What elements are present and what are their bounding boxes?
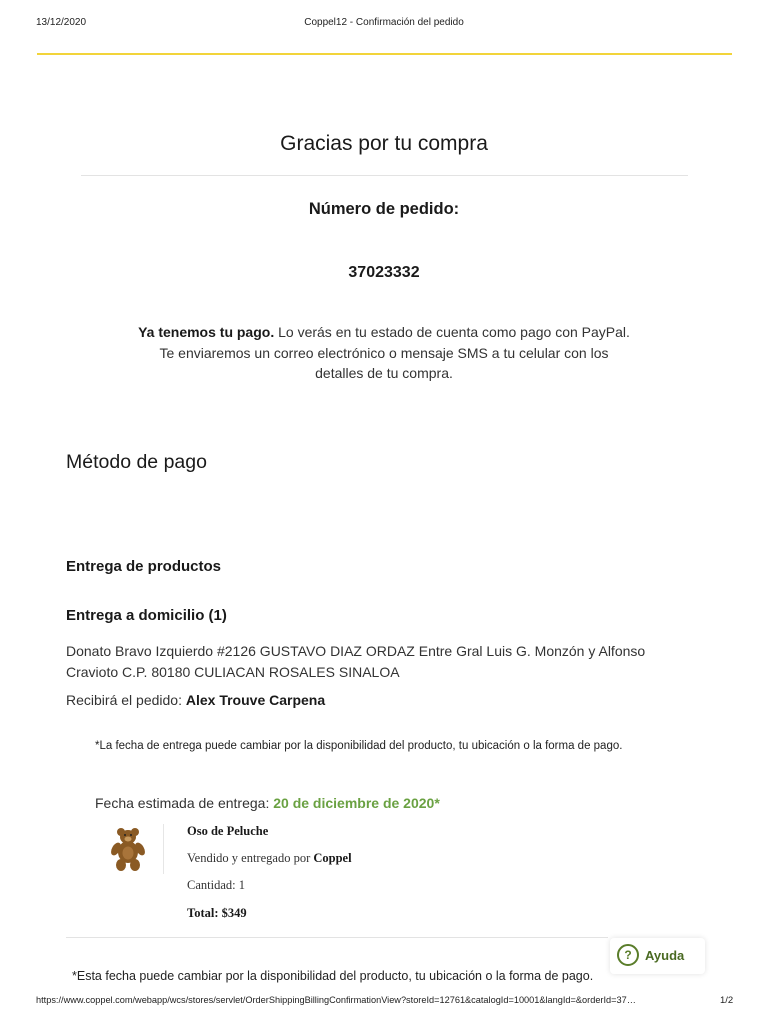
- payment-received-message: [138, 322, 630, 384]
- payment-method-heading: Método de pago: [66, 451, 207, 473]
- header-divider: [37, 53, 732, 55]
- order-number: 37023332: [348, 264, 420, 281]
- product-total: Total: $349: [187, 906, 247, 920]
- help-button[interactable]: [610, 938, 705, 974]
- product-quantity: Cantidad: 1: [187, 878, 245, 892]
- product-seller: [187, 851, 352, 866]
- section-divider: [66, 937, 608, 938]
- eta-label: Fecha estimada de entrega:: [95, 795, 274, 811]
- title-divider: [81, 175, 688, 176]
- question-circle-icon: ?: [617, 944, 639, 966]
- estimated-delivery: [95, 795, 440, 811]
- delivery-address: Donato Bravo Izquierdo #2126 GUSTAVO DIAZ ORDAZ Entre Gral Luis G. Monzón y Alfonso Cravioto C.P. 80180 CULIACAN ROSALES SINALOA: [66, 643, 646, 680]
- print-title: Coppel12 - Confirmación del pedido: [304, 17, 464, 28]
- eta-date: 20 de diciembre de 2020*: [273, 795, 440, 811]
- print-url: https://www.coppel.com/webapp/wcs/stores/servlet/OrderShippingBillingConfirmationView?storeId=12761&catalogId=10001&langId=&orderId=37…: [36, 995, 636, 1005]
- payment-received-bold: Ya tenemos tu pago.: [138, 324, 275, 340]
- teddy-bear-icon: [95, 824, 163, 874]
- product-name[interactable]: Oso de Peluche: [187, 824, 269, 838]
- payment-received-text: Lo verás en tu estado de cuenta como pago con PayPal. Te enviaremos un correo electrónico o mensaje SMS a tu celular con los detalles de tu compra.: [159, 324, 630, 381]
- delivery-heading: Entrega de productos: [66, 558, 222, 575]
- home-delivery-heading: Entrega a domicilio (1): [66, 607, 227, 624]
- seller-name: Coppel: [313, 851, 352, 865]
- receiver-label: Recibirá el pedido:: [66, 692, 186, 708]
- order-number-label: Número de pedido:: [308, 200, 460, 218]
- receiver-line: [66, 692, 325, 708]
- footer-note: *Esta fecha puede cambiar por la disponibilidad del producto, tu ubicación o la forma de pago.: [72, 969, 594, 983]
- receiver-name: Alex Trouve Carpena: [185, 692, 326, 708]
- help-label: Ayuda: [645, 948, 685, 963]
- page-title: Gracias por tu compra: [280, 132, 488, 155]
- print-date: 13/12/2020: [36, 17, 87, 28]
- page-number: 1/2: [720, 995, 734, 1006]
- delivery-date-note: *La fecha de entrega puede cambiar por la disponibilidad del producto, tu ubicación o la forma de pago.: [95, 740, 623, 752]
- seller-label: Vendido y entregado por: [187, 851, 314, 865]
- product-image[interactable]: [95, 824, 164, 874]
